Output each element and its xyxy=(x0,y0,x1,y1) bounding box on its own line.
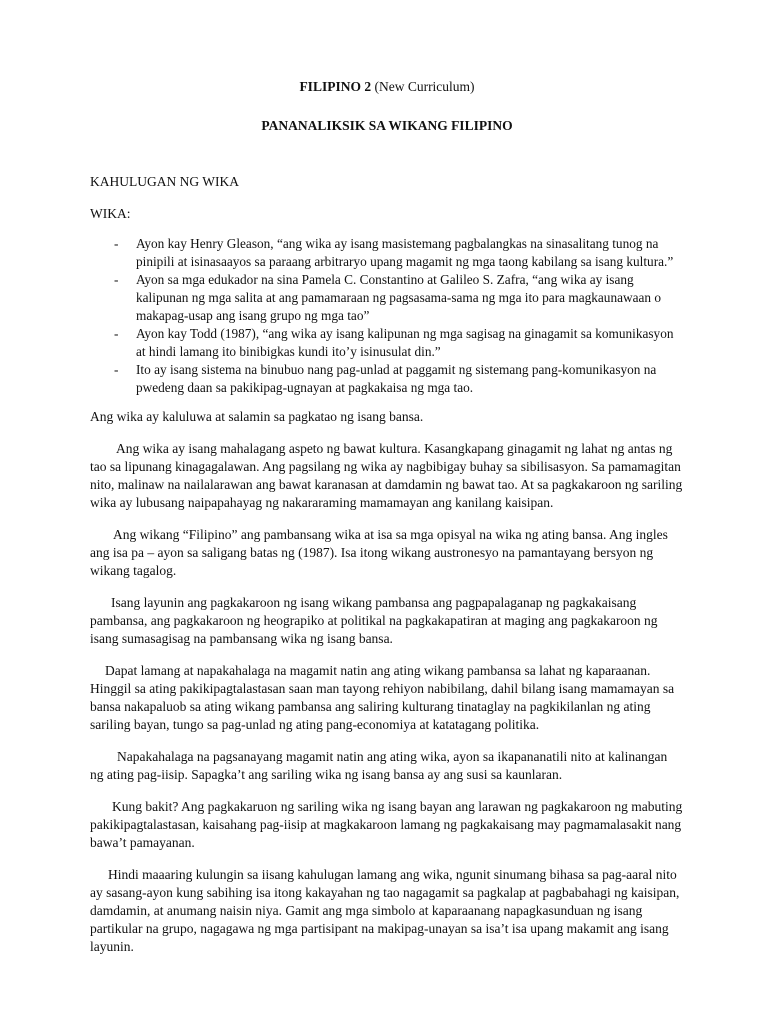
document-title xyxy=(90,78,684,96)
definition-item xyxy=(90,235,684,271)
document-title-note: (New Curriculum) xyxy=(371,79,475,94)
definition-text: Ayon kay Todd (1987), “ang wika ay isang kalipunan ng mga sagisag na ginagamit sa komunikasyon at hindi lamang ito binibigkas kundi ito’y isinusulat din.” xyxy=(136,326,674,359)
body-paragraph: Hindi maaaring kulungin sa iisang kahulugan lamang ang wika, ngunit sinumang bihasa sa pag-aaral nito ay sasang-ayon kung sabihing isa itong kakayahan ng tao nagagamit sa pagkalap at pagbabahagi ng kaisipan, damdamin, at anumang naisin niya. Gamit ang mga simbolo at kaparaanang napagkasunduan ng isang partikular na grupo, nagagawa ng mga partisipant na makipag-unayan sa isa’t isa upang makamit ang isang layunin. xyxy=(90,867,680,954)
body-paragraph: Ang wika ay kaluluwa at salamin sa pagkatao ng isang bansa. xyxy=(90,409,424,424)
definition-item xyxy=(90,361,684,397)
list-dash: - xyxy=(114,272,119,287)
body-paragraph: Ang wika ay isang mahalagang aspeto ng bawat kultura. Kasangkapang ginagamit ng lahat ng antas ng tao sa lipunang kinagagalawan. Ang pagsilang ng wika ay nagbibigay buhay sa sibilisasyon. Sa pamamagitan nito, malinaw na nailalarawan ang bawat karanasan at damdamin ng bawat tao. At sa pagkakaroon ng sariling wika ay lubusang naipapahayag ng nakararaming mamamayan ang kanilang kaisipan. xyxy=(90,441,683,510)
wika-label: WIKA: xyxy=(90,206,131,221)
definition-list xyxy=(90,235,684,397)
definition-text: Ito ay isang sistema na binubuo nang pag-unlad at paggamit ng sistemang pang-komunikasyon na pwedeng daan sa pakikipag-ugnayan at pagkakaisa ng mga tao. xyxy=(136,362,657,395)
body-paragraph: Napakahalaga na pagsanayang magamit natin ang ating wika, ayon sa ikapananatili nito at kalinangan ng ating pag-iisip. Sapagka’t ang sariling wika ng isang bansa ay ang susi sa kaunlaran. xyxy=(90,749,668,782)
body-paragraph: Ang wikang “Filipino” ang pambansang wika at isa sa mga opisyal na wika ng ating bansa. Ang ingles ang isa pa – ayon sa saligang batas ng (1987). Isa itong wikang austronesyo na pamantayang bersyon ng wikang tagalog. xyxy=(90,527,668,578)
body-paragraph: Isang layunin ang pagkakaroon ng isang wikang pambansa ang pagpapalaganap ng pagkakaisang pambansa, ang pagkakaroon ng heograpiko at politikal na pagkakapatiran at maging ang pagkakaroon ng isang sumasagisag na pambansang wika ng isang bansa. xyxy=(90,595,658,646)
section-heading: KAHULUGAN NG WIKA xyxy=(90,174,239,189)
definition-item xyxy=(90,325,684,361)
list-dash: - xyxy=(114,362,119,377)
definition-text: Ayon sa mga edukador na sina Pamela C. Constantino at Galileo S. Zafra, “ang wika ay isang kalipunan ng mga salita at ang pamamaraan ng pagsasama-sama ng mga ito para magkaunawaan o makapag-usap ang isang grupo ng mga tao” xyxy=(136,272,662,323)
document-title-course: FILIPINO 2 xyxy=(299,79,372,94)
list-dash: - xyxy=(114,326,119,341)
body-paragraph: Dapat lamang at napakahalaga na magamit natin ang ating wikang pambansa sa lahat ng kaparaanan. Hinggil sa ating pakikipagtalastasan saan man tayong rehiyon nabibilang, dahil bilang isang mamamayan sa bansa nakapaluob sa ating wikang pambansa ang saliring kulturang tinataglay na pagkikilanlan ng ating sariling bayan, tungo sa pag-unlad ng ating pang-economiya at katatagang politika. xyxy=(90,663,675,732)
definition-item xyxy=(90,271,684,325)
definition-text: Ayon kay Henry Gleason, “ang wika ay isang masistemang pagbalangkas na sinasalitang tunog na pinipili at isinasaayos sa paraang arbitraryo upang magamit ng mga taong kabilang sa isang kultura.” xyxy=(136,236,674,269)
document-subtitle: PANANALIKSIK SA WIKANG FILIPINO xyxy=(261,118,513,133)
list-dash: - xyxy=(114,236,119,251)
body-paragraph: Kung bakit? Ang pagkakaruon ng sariling wika ng isang bayan ang larawan ng pagkakaroon ng mabuting pakikipagtalastasan, kaisahang pag-iisip at magkakaroon lamang ng pagkakaisang may pagmamalasakit nang bawa’t pamayanan. xyxy=(90,799,683,850)
